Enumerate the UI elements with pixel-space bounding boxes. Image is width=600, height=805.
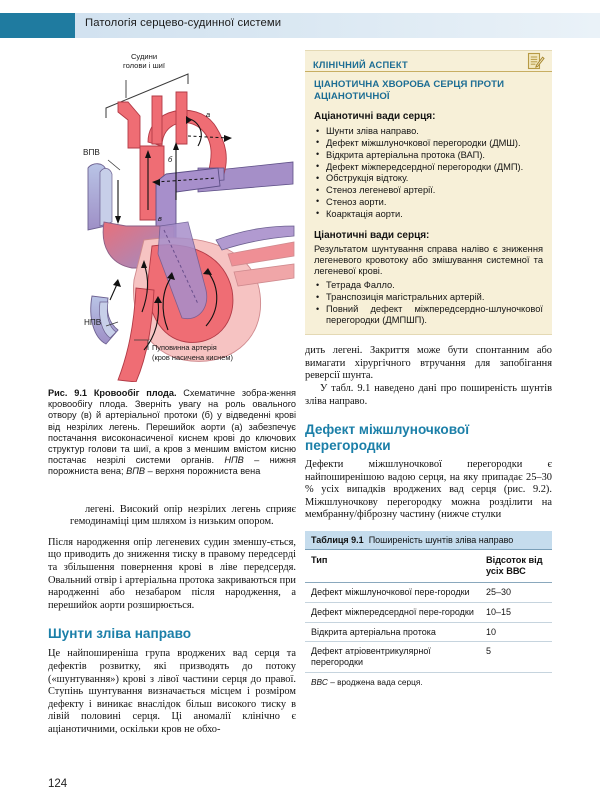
running-header-title: Патологія серцево-судинної системи: [85, 17, 282, 29]
list-item: • Стеноз легеневої артерії.: [326, 185, 543, 196]
cyanotic-defects-list: [305, 280, 552, 326]
figure-abbr-ivc: НПВ: [224, 455, 244, 466]
table-row: [305, 583, 552, 603]
fetal-circulation-diagram: [48, 50, 296, 382]
list-item: • Дефект міжшлуночкової перегородки (ДМШ).: [326, 138, 543, 149]
list-item: • Тетрада Фалло.: [326, 280, 543, 291]
column-header-percent: Відсоток від усіх ВВС: [480, 550, 552, 583]
clinical-aspect-box: [305, 50, 552, 335]
cell-type: Відкрита артеріальна протока: [305, 622, 480, 642]
figure-caption-title: Кровообіг плода.: [93, 388, 177, 398]
running-header-color-block: [0, 13, 75, 38]
figure-marker-b: б: [168, 155, 173, 164]
clinical-aspect-label: КЛІНІЧНИЙ АСПЕКТ: [313, 60, 408, 70]
table-row: [305, 642, 552, 673]
left-column: [48, 50, 296, 737]
table-row: [305, 602, 552, 622]
figure-abbr-svc: ВПВ: [126, 466, 146, 477]
figure-fetal-circulation: [48, 50, 296, 382]
paragraph-after-birth: Після народження опір легеневих судин зменшу-ється, що приводить до зниження тиску в правому передсерді та збільшення повернення крові в ліве передсердя. Овальний отвір і артеріальна протока закриваються при народженні або незабаром після народження, а перешийок аорти розширюється.: [48, 536, 296, 611]
figure-label-umbilical-artery: Пуповинна артерія (кров насичена киснем): [152, 343, 233, 362]
cell-type: Дефект міжшлуночкової пере-городки: [305, 583, 480, 603]
paragraph-shunts-wrap: [48, 648, 296, 736]
left-body-text: [48, 504, 296, 613]
cell-percent: 25–30: [480, 583, 552, 603]
table-caption-row: [305, 531, 552, 550]
cell-percent: 10: [480, 622, 552, 642]
table-caption-number: Таблиця 9.1: [311, 535, 364, 546]
column-header-type: Тип: [305, 550, 480, 583]
heading-ventricular-septal-defect: [305, 422, 552, 454]
table-footnote: [305, 673, 552, 692]
list-item: • Коарктація аорти.: [326, 209, 543, 220]
list-item: • Шунти зліва направо.: [326, 126, 543, 137]
table-caption-text: Поширеність шунтів зліва направо: [368, 535, 514, 546]
footnote-text: – вроджена вада серця.: [327, 677, 423, 688]
cell-percent: 10–15: [480, 602, 552, 622]
figure-caption-body: Схематичне зобра-ження кровообігу плода. Зверніть увагу на роль овального отвору (в) й артеріальної протоки (б) у відведенні крові від незрілих легень. Перешийок аорти (а) забезпечує постачання високонасиченої киснем крові до ключових структур голови та шиї, а кров з меншим вмістом кисню постачає незрілі системи органів.: [48, 388, 296, 466]
paragraph-continued: легені. Високий опір незрілих легень сприяє гемодинаміці цим шляхом із низьким опором.: [70, 503, 296, 528]
right-column: [305, 50, 552, 691]
table-caption: [305, 531, 552, 550]
list-item: • Обструкція відтоку.: [326, 173, 543, 184]
figure-caption: [48, 388, 296, 478]
paragraph-vsd: Дефекти міжшлуночкової перегородки є найпоширенішою вадою серця, на яку припадає 25–30 % усіх випадків вроджених вад серця (рис. 9.2). Міжшлуночкову перегородку можна розділити на мембранну/фіброзну частину (нижче стулки: [305, 459, 552, 521]
right-body-text: [305, 345, 552, 408]
subheading-acyanotic: Аціанотичні вади серця:: [314, 111, 436, 123]
list-item: • Дефект міжпередсердної перегородки (ДМП).: [326, 162, 543, 173]
figure-label-svc: ВПВ: [83, 148, 100, 157]
paragraph-table-reference: У табл. 9.1 наведено дані про поширеність шунтів зліва направо.: [305, 382, 552, 407]
table-footnote-row: [305, 673, 552, 692]
figure-abbr-ivc-def: – нижня порожниста вена;: [48, 455, 296, 477]
paragraph-vsd-wrap: [305, 459, 552, 522]
list-item: • Транспозиція магістральних артерій.: [326, 292, 543, 303]
paragraph-right-continued: дить легені. Закриття може бути спонтанним або вимагати хірургічного втручання для запобігання реверсії шунта.: [305, 345, 552, 382]
table-header-row: [305, 550, 552, 583]
notepad-pencil-icon: [526, 52, 545, 76]
clinical-aspect-title: ЦІАНОТИЧНА ХВОРОБА СЕРЦЯ ПРОТИ АЦІАНОТИЧНОЇ: [314, 79, 505, 102]
page-number: 124: [48, 778, 68, 790]
figure-label-head-neck-vessels: Судини голови і шиї: [123, 52, 166, 71]
cell-percent: 5: [480, 642, 552, 673]
heading-left-to-right-shunts: Шунти зліва направо: [48, 626, 192, 642]
paragraph-shunts: Це найпоширеніша група вроджених вад серця та дефектів розвитку, які призводять до потоку («шунтування») крові з лівої частини серця до правої. Ступінь шунтування визначається місцем і розміром дефекту і виникає внаслідок більш високого тиску в лівій половині серця. Ці аномалії клінічно є аціанотичними, оскільки кров не обхо-: [48, 648, 296, 735]
list-item: • Повний дефект міжпередсердно-шлуночкової перегородки (ДМПШП).: [326, 304, 543, 327]
figure-marker-v: в: [158, 214, 162, 223]
cell-type: Дефект атріовентрикулярної перегородки: [305, 642, 480, 673]
table-shunt-prevalence: [305, 531, 552, 691]
list-item: • Стеноз аорти.: [326, 197, 543, 208]
figure-caption-number: Рис. 9.1: [48, 388, 88, 398]
heading-vsd-line2: перегородки: [305, 438, 391, 454]
figure-marker-a: а: [206, 110, 211, 119]
acyanotic-defects-list: [305, 126, 552, 220]
figure-abbr-svc-def: – верхня порожниста вена: [145, 466, 261, 477]
cell-type: Дефект міжпередсердної пере-городки: [305, 602, 480, 622]
heading-vsd-line1: Дефект міжшлуночкової: [305, 422, 470, 438]
subheading-cyanotic: Ціанотичні вади серця:: [314, 229, 430, 241]
table-row: [305, 622, 552, 642]
clinical-aspect-header: [305, 51, 552, 72]
figure-label-ivc: НПВ: [84, 318, 102, 327]
list-item: • Відкрита артеріальна протока (ВАП).: [326, 150, 543, 161]
cyanotic-intro: Результатом шунтування справа наліво є зниження легеневого кровотоку або змішування системної та легеневої крові.: [314, 243, 543, 277]
footnote-abbr: ВВС: [311, 677, 328, 688]
